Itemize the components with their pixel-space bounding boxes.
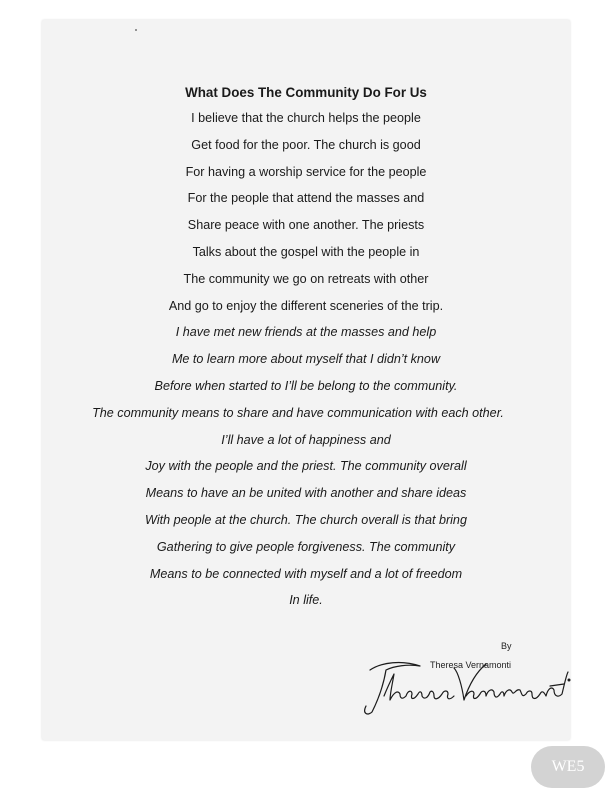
body-line-italic: Me to learn more about myself that I didn’t know xyxy=(171,352,441,367)
body-line: I believe that the church helps the people xyxy=(191,111,421,125)
body-line: And go to enjoy the different sceneries of the trip. xyxy=(168,298,444,313)
body-line-italic: Means to have an be united with another and share ideas xyxy=(145,486,467,501)
document-body xyxy=(42,84,570,619)
body-line: For having a worship service for the people xyxy=(185,164,427,179)
body-line: For the people that attend the masses and xyxy=(187,191,425,206)
body-line-wrapped: The community means to share and have communication with each other. xyxy=(92,405,504,420)
body-line-italic: Before when started to I’ll be belong to the community. xyxy=(154,378,458,393)
page-badge: WE5 xyxy=(531,746,605,788)
body-line-italic: Joy with the people and the priest. The community overall xyxy=(145,459,467,474)
by-label: By xyxy=(501,641,512,651)
document-title: What Does The Community Do For Us xyxy=(185,85,427,100)
body-line: The community we go on retreats with other xyxy=(183,271,429,286)
body-line: Talks about the gospel with the people in xyxy=(192,244,420,259)
body-line: Get food for the poor. The church is good xyxy=(191,137,421,152)
body-line-italic: Means to be connected with myself and a lot of freedom xyxy=(149,566,463,581)
body-line-italic: Gathering to give people forgiveness. The community xyxy=(156,539,456,554)
body-line-italic: With people at the church. The church overall is that bring xyxy=(145,512,467,527)
speck xyxy=(135,29,137,31)
author-name: Theresa Vernamonti xyxy=(430,660,512,670)
body-line-italic: I’ll have a lot of happiness and xyxy=(221,432,391,447)
body-line: Share peace with one another. The priests xyxy=(187,218,425,233)
handwritten-signature xyxy=(354,656,574,716)
scanned-page xyxy=(42,20,570,740)
body-line-italic: I have met new friends at the masses and help xyxy=(175,325,437,340)
body-line-italic: In life. xyxy=(289,593,323,608)
